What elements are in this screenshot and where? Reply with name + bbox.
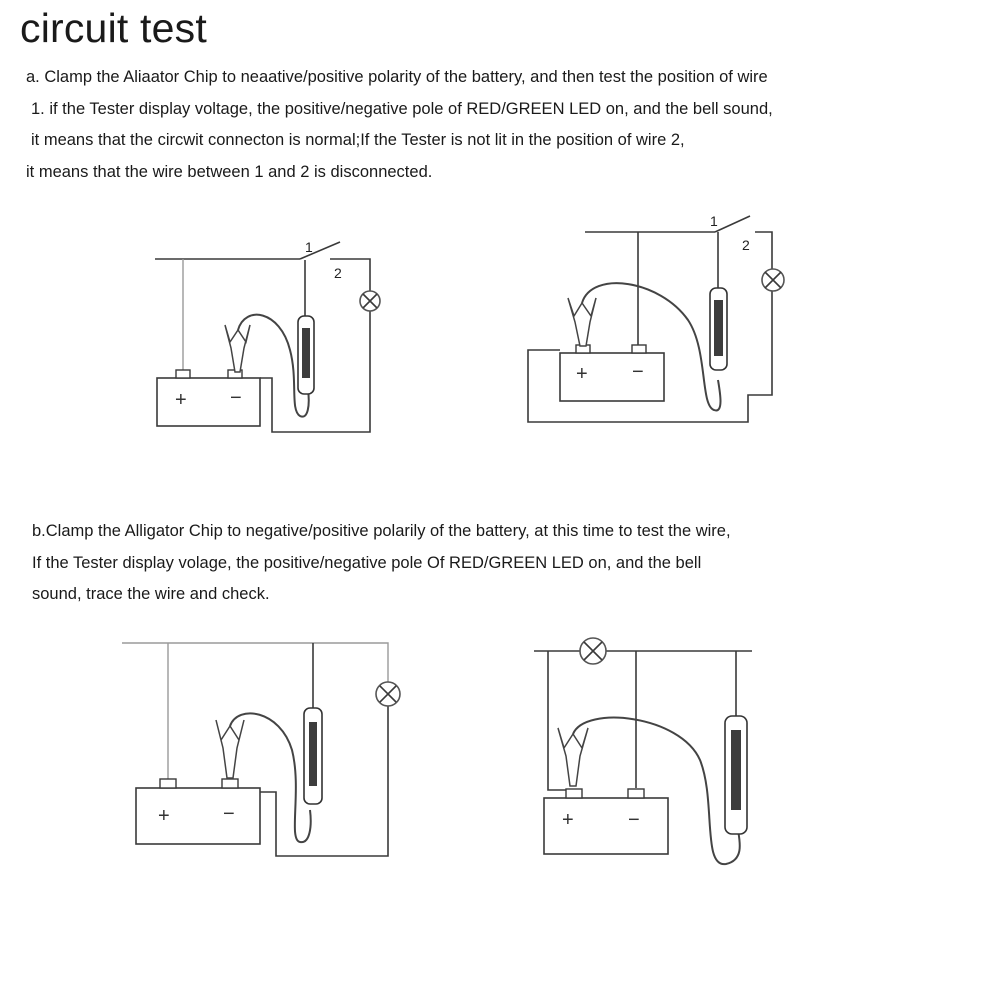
negative-terminal xyxy=(628,789,644,798)
plus-label: + xyxy=(562,809,574,831)
negative-terminal xyxy=(222,779,238,788)
plus-label: + xyxy=(576,363,588,385)
plus-label: + xyxy=(158,805,170,827)
section-b-text xyxy=(32,516,731,611)
section-a-line: it means that the circwit connecton is normal;If the Tester is not lit in the position of wire 2, xyxy=(31,131,685,149)
minus-label: − xyxy=(628,809,640,831)
section-b-line: b.Clamp the Alligator Chip to negative/positive polarily of the battery, at this time to test the wire, xyxy=(32,522,731,540)
diagram-a1-circuit xyxy=(150,230,390,440)
diagram-b2-circuit xyxy=(530,630,770,870)
diagram-a2-circuit xyxy=(520,210,790,435)
section-a-text xyxy=(26,62,773,188)
top-wire xyxy=(122,643,388,682)
return-wire xyxy=(260,310,370,432)
open-switch xyxy=(715,216,750,232)
alligator-clip-icon xyxy=(216,720,244,778)
battery xyxy=(136,788,260,844)
wire-2-label: 2 xyxy=(742,237,750,253)
section-a-line: it means that the wire between 1 and 2 is disconnected. xyxy=(26,162,433,181)
alligator-clip-icon xyxy=(568,298,596,346)
section-b-line: If the Tester display volage, the positive/negative pole Of RED/GREEN LED on, and the bell xyxy=(32,553,702,572)
wire-1-label: 1 xyxy=(305,239,313,255)
negative-terminal xyxy=(632,345,646,353)
section-a-line: 1. if the Tester display voltage, the positive/negative pole of RED/GREEN LED on, and the bell sound, xyxy=(31,99,773,118)
diagram-b1-circuit xyxy=(120,630,410,865)
alligator-clip-icon xyxy=(225,325,250,372)
page-title: circuit test xyxy=(20,5,207,51)
minus-label: − xyxy=(632,361,644,383)
minus-label: − xyxy=(230,387,242,409)
tester-display xyxy=(731,730,741,810)
tester-display xyxy=(714,300,723,356)
left-return-wire xyxy=(548,651,570,790)
section-b-line: sound, trace the wire and check. xyxy=(32,585,270,603)
positive-terminal xyxy=(160,779,176,788)
tester-display xyxy=(309,722,317,786)
plus-label: + xyxy=(175,389,187,411)
alligator-clip-icon xyxy=(558,728,588,786)
wire-1-label: 1 xyxy=(710,213,718,229)
wire-2-label: 2 xyxy=(334,265,342,281)
positive-terminal xyxy=(566,789,582,798)
section-a-line: a. Clamp the Aliaator Chip to neaative/positive polarity of the battery, and then test the position of wire xyxy=(26,68,768,86)
battery xyxy=(157,378,260,426)
switch-to-bulb-wire xyxy=(755,232,772,270)
minus-label: − xyxy=(223,803,235,825)
tester-display xyxy=(302,328,310,378)
positive-terminal xyxy=(176,370,190,378)
